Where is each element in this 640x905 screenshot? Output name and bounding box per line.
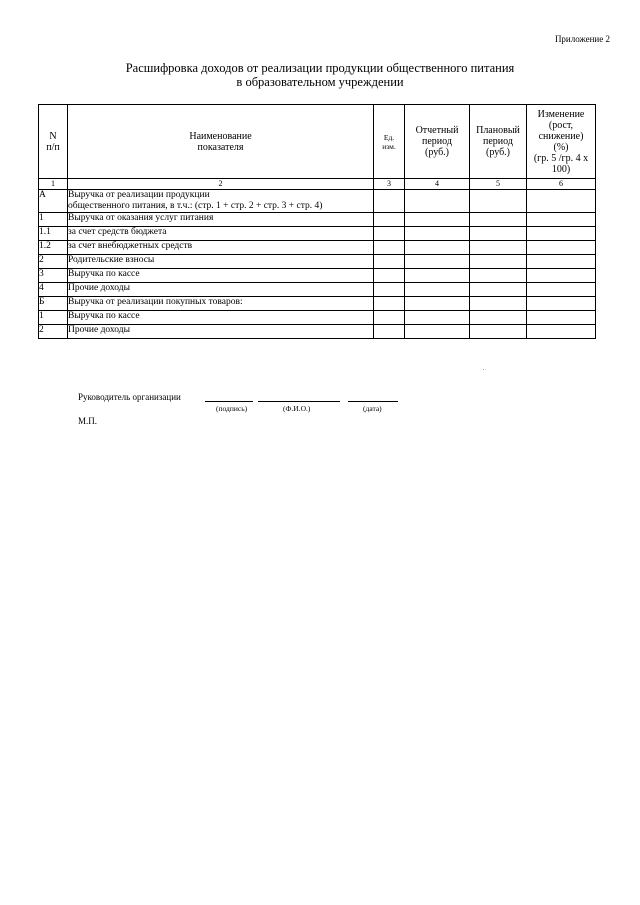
cell-change[interactable]: [527, 311, 596, 325]
header-name: Наименование показателя: [68, 105, 374, 179]
table-row: [39, 297, 596, 311]
row-code: 4: [39, 283, 68, 297]
signature-caption: (подпись): [216, 404, 248, 413]
cell-change[interactable]: [527, 190, 596, 213]
col-number: 6: [527, 179, 596, 190]
signature-line[interactable]: [205, 401, 253, 402]
revenue-table: [38, 104, 596, 339]
cell-plan[interactable]: [470, 325, 527, 339]
cell-unit[interactable]: [374, 311, 405, 325]
cell-unit[interactable]: [374, 297, 405, 311]
cell-report[interactable]: [405, 325, 470, 339]
header-change: Изменение (рост, снижение) (%) (гр. 5 /гр. 4 х 100): [527, 105, 596, 179]
cell-change[interactable]: [527, 241, 596, 255]
cell-unit[interactable]: [374, 241, 405, 255]
header-report-period: Отчетный период (руб.): [405, 105, 470, 179]
table-row: [39, 190, 596, 213]
cell-unit[interactable]: [374, 255, 405, 269]
cell-plan[interactable]: [470, 241, 527, 255]
fio-line[interactable]: [258, 401, 340, 402]
appendix-label: Приложение 2: [554, 34, 610, 44]
cell-report[interactable]: [405, 283, 470, 297]
col-number: 1: [39, 179, 68, 190]
row-name: Выручка от реализации продукции общественного питания, в т.ч.: (стр. 1 + стр. 2 + стр. 3 + стр. 4): [68, 190, 374, 213]
title-line-2: в образовательном учреждении: [236, 75, 404, 89]
row-code: 3: [39, 269, 68, 283]
cell-change[interactable]: [527, 269, 596, 283]
row-name: Прочие доходы: [68, 283, 374, 297]
row-code: А: [39, 190, 68, 213]
table-row: [39, 241, 596, 255]
cell-unit[interactable]: [374, 213, 405, 227]
row-code: 1: [39, 213, 68, 227]
cell-change[interactable]: [527, 227, 596, 241]
cell-plan[interactable]: [470, 190, 527, 213]
cell-change[interactable]: [527, 325, 596, 339]
cell-report[interactable]: [405, 255, 470, 269]
header-unit: Ед. изм.: [374, 105, 405, 179]
row-code: 2: [39, 255, 68, 269]
cell-unit[interactable]: [374, 325, 405, 339]
table-row: [39, 227, 596, 241]
cell-plan[interactable]: [470, 255, 527, 269]
date-caption: (дата): [363, 404, 382, 413]
cell-report[interactable]: [405, 269, 470, 283]
cell-report[interactable]: [405, 297, 470, 311]
row-name: за счет внебюджетных средств: [68, 241, 374, 255]
column-number-row: [39, 179, 596, 190]
row-name: Выручка от оказания услуг питания: [68, 213, 374, 227]
cell-report[interactable]: [405, 311, 470, 325]
scan-speck: [483, 369, 484, 370]
row-code: 1.2: [39, 241, 68, 255]
cell-unit[interactable]: [374, 283, 405, 297]
fio-caption: (Ф.И.О.): [283, 404, 311, 413]
cell-plan[interactable]: [470, 297, 527, 311]
row-code: Б: [39, 297, 68, 311]
row-name: за счет средств бюджета: [68, 227, 374, 241]
head-label: Руководитель организации: [78, 392, 181, 402]
row-name: Выручка по кассе: [68, 269, 374, 283]
row-name: Выручка от реализации покупных товаров:: [68, 297, 374, 311]
col-number: 3: [374, 179, 405, 190]
cell-report[interactable]: [405, 241, 470, 255]
cell-change[interactable]: [527, 283, 596, 297]
row-code: 2: [39, 325, 68, 339]
table-row: [39, 255, 596, 269]
cell-plan[interactable]: [470, 311, 527, 325]
cell-plan[interactable]: [470, 227, 527, 241]
col-number: 5: [470, 179, 527, 190]
cell-report[interactable]: [405, 190, 470, 213]
cell-change[interactable]: [527, 297, 596, 311]
cell-change[interactable]: [527, 213, 596, 227]
row-name: Родительские взносы: [68, 255, 374, 269]
title-line-1: Расшифровка доходов от реализации продукции общественного питания: [125, 61, 515, 75]
row-code: 1.1: [39, 227, 68, 241]
cell-report[interactable]: [405, 213, 470, 227]
cell-unit[interactable]: [374, 269, 405, 283]
document-title: [0, 61, 640, 89]
table-row: [39, 283, 596, 297]
cell-plan[interactable]: [470, 269, 527, 283]
cell-unit[interactable]: [374, 227, 405, 241]
header-plan-period: Плановый период (руб.): [470, 105, 527, 179]
col-number: 4: [405, 179, 470, 190]
table-row: [39, 213, 596, 227]
header-row: [39, 105, 596, 179]
row-name: Прочие доходы: [68, 325, 374, 339]
cell-report[interactable]: [405, 227, 470, 241]
stamp-label: М.П.: [78, 416, 98, 426]
table-row: [39, 269, 596, 283]
cell-unit[interactable]: [374, 190, 405, 213]
cell-plan[interactable]: [470, 213, 527, 227]
col-number: 2: [68, 179, 374, 190]
cell-change[interactable]: [527, 255, 596, 269]
table-row: [39, 325, 596, 339]
table-row: [39, 311, 596, 325]
row-code: 1: [39, 311, 68, 325]
header-num: N п/п: [39, 105, 68, 179]
row-name: Выручка по кассе: [68, 311, 374, 325]
date-line[interactable]: [348, 401, 398, 402]
cell-plan[interactable]: [470, 283, 527, 297]
